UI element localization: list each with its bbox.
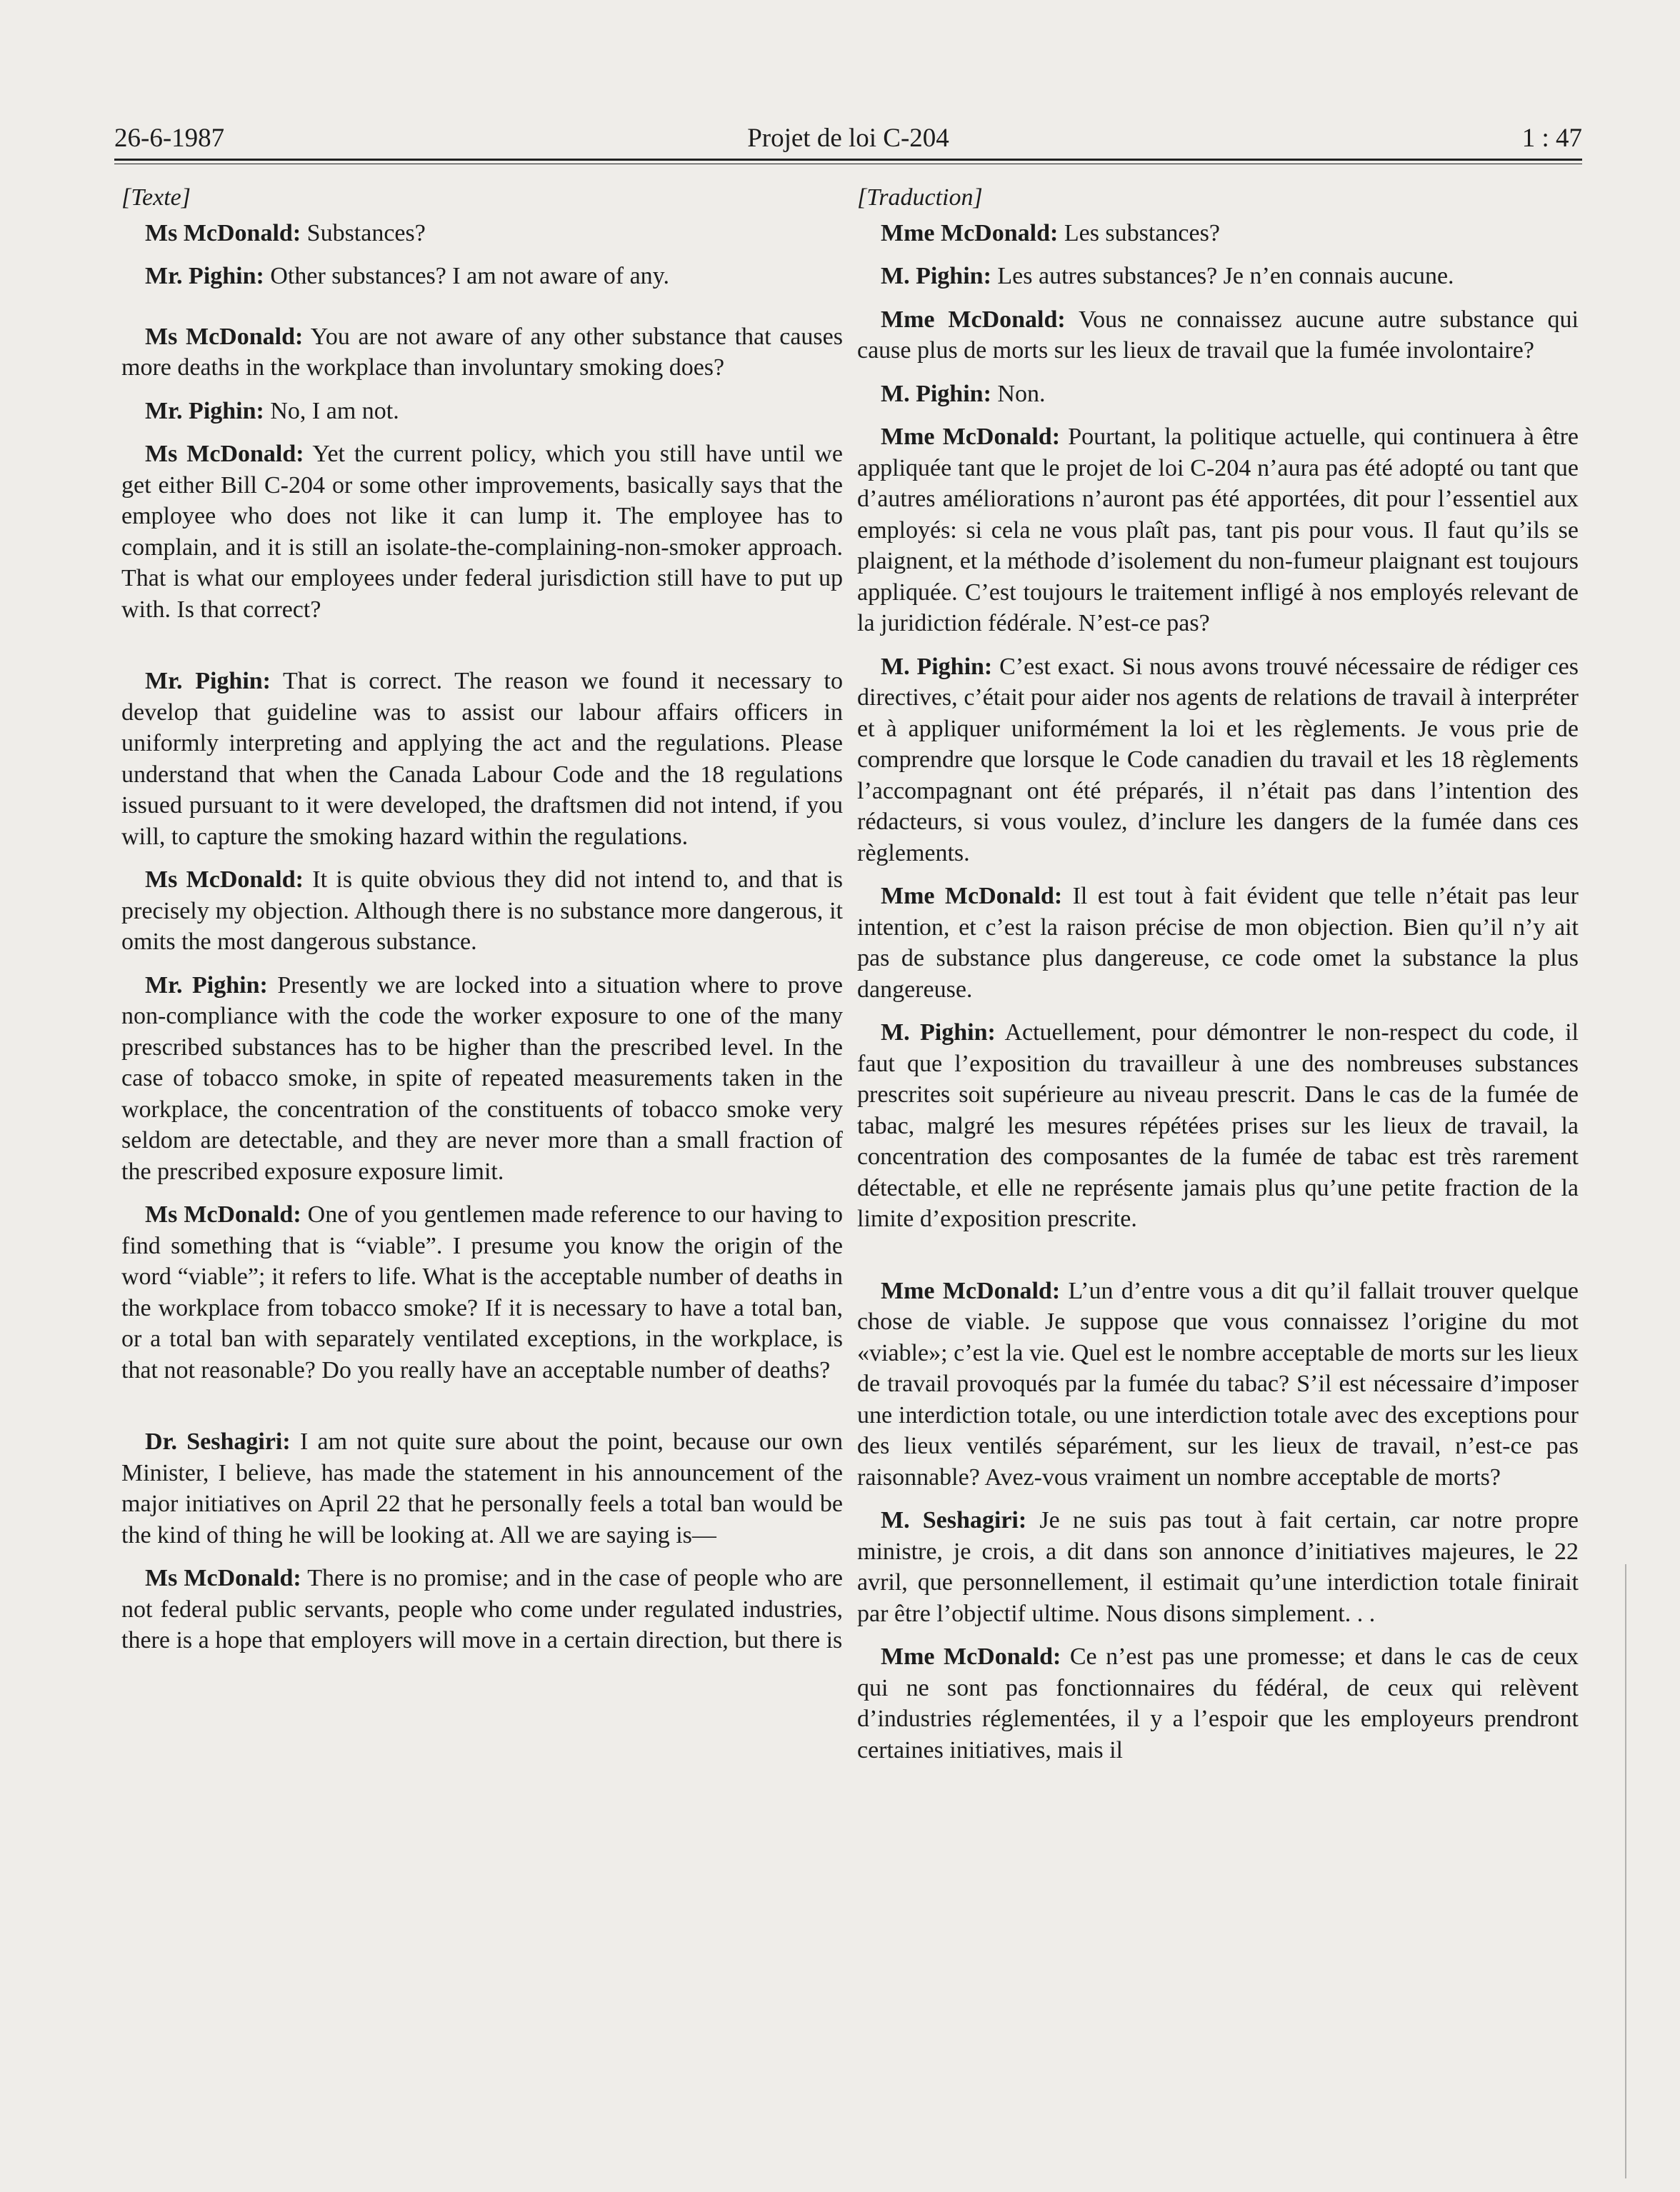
header-rule <box>114 159 1582 161</box>
paragraph-text: It is quite obvious they did not intend to, and that is precisely my objection. Although there is no substance more dangerous, it omits the most dangerous substance. <box>121 866 844 955</box>
paragraph-text: Substances? <box>306 219 426 246</box>
paragraph <box>857 304 1579 366</box>
page-edge-mark <box>1625 1564 1626 2178</box>
paragraph <box>121 396 843 427</box>
speaker-name: Mme McDonald: <box>881 306 1066 333</box>
speaker-name: Mr. Pighin: <box>145 397 264 424</box>
speaker-name: Ms McDonald: <box>145 323 304 350</box>
paragraph-text: Les substances? <box>1064 219 1220 246</box>
speaker-name: Mme McDonald: <box>881 1277 1061 1304</box>
speaker-name: M. Pighin: <box>881 380 991 407</box>
speaker-name: M. Seshagiri: <box>881 1507 1027 1533</box>
paragraph <box>857 421 1579 639</box>
speaker-name: M. Pighin: <box>881 653 993 680</box>
paragraph <box>857 881 1579 1005</box>
speaker-name: Ms McDonald: <box>145 1565 301 1591</box>
speaker-name: Ms McDonald: <box>145 866 304 893</box>
paragraph-text: No, I am not. <box>270 397 399 424</box>
paragraph-text: There is no promise; and in the case of people who are not federal public servants, people who come under regulated industries, there is a hope that employers will move in a certain direction, but there is <box>121 1565 843 1653</box>
speaker-name: Mr. Pighin: <box>145 971 268 999</box>
paragraph-text: L’un d’entre vous a dit qu’il fallait trouver quelque chose de viable. Je suppose que vous connaissez l’origine du mot «viable»; c’est la vie. Quel est le nombre acceptable de morts sur les lieux de travail provoqués par la fumée du tabac? S’il est nécessaire d’imposer une interdiction totale, ou une interdiction totale avec des exceptions pour des lieux ventilés séparément, sur les lieux de travail, n’est-ce pas raisonnable? Avez-vous vraiment un nombre acceptable de morts? <box>857 1277 1579 1491</box>
paragraph-text: That is correct. The reason we found it necessary to develop that guideline was to assist our labour affairs officers in uniformly interpreting and applying the act and the regulations. Please understand that when the Canada Labour Code and the 18 regulations issued pursuant to it were developed, the draftsmen did not intend, if you will, to capture the smoking hazard within the regulations. <box>121 668 844 850</box>
paragraph <box>857 1505 1579 1629</box>
paragraph <box>121 1199 843 1386</box>
speaker-name: Mme McDonald: <box>881 424 1061 450</box>
speaker-name: Mr. Pighin: <box>145 668 271 694</box>
paragraph <box>121 439 843 625</box>
paragraph-text: C’est exact. Si nous avons trouvé nécessaire de rédiger ces directives, c’était pour aider nos agents de relations de travail à interpréter et à appliquer uniformément la loi et les règlements. Je vous prie de comprendre que lorsque le Code canadien du travail et les 18 règlements l’accompagnant ont été préparés, il n’était pas dans l’intention des rédacteurs, si vous voulez, d’inclure les dangers de la fumée dans ces règlements. <box>857 653 1579 866</box>
paragraph <box>121 218 843 249</box>
english-column <box>121 182 843 1668</box>
paragraph <box>857 261 1579 292</box>
header-page-number: 1 : 47 <box>1521 124 1582 153</box>
paragraph-text: Vous ne connaissez aucune autre substance qui cause plus de morts sur les lieux de travail que la fumée involontaire? <box>857 306 1579 364</box>
paragraph-text: Non. <box>997 380 1046 407</box>
paragraph-text: I am not quite sure about the point, because our own Minister, I believe, has made the statement in his announcement of the major initiatives on April 22 that he personally feels a total ban would be the kind of thing he will be looking at. All we are saying is— <box>121 1428 844 1548</box>
paragraph-text: Les autres substances? Je n’en connais aucune. <box>997 263 1454 289</box>
paragraph-text: Je ne suis pas tout à fait certain, car notre propre ministre, je crois, a dit dans son annonce d’initiatives majeures, le 22 avril, que personnellement, il estimait qu’une interdiction totale finirait par être l’objectif ultime. Nous disons simplement. . . <box>857 1507 1579 1627</box>
speaker-name: Mme McDonald: <box>881 883 1063 909</box>
paragraph-text: Ce n’est pas une promesse; et dans le cas de ceux qui ne sont pas fonctionnaires du fédéral, de ceux qui relèvent d’industries réglementées, il y a l’espoir que les employeurs prendront certaines initiatives, mais il <box>857 1643 1579 1763</box>
paragraph <box>857 1276 1579 1493</box>
paragraph <box>121 321 843 384</box>
paragraph-text: Other substances? I am not aware of any. <box>270 263 669 289</box>
paragraph <box>857 218 1579 249</box>
speaker-name: Mme McDonald: <box>881 219 1059 246</box>
paragraph <box>121 970 843 1188</box>
paragraph <box>857 379 1579 410</box>
header-date: 26-6-1987 <box>114 124 225 153</box>
paragraph-text: Il est tout à fait évident que telle n’était pas leur intention, et c’est la raison précise de mon objection. Bien qu’il n’y ait pas de substance plus dangereuse, ce code omet la substance la plus dangereuse. <box>857 883 1579 1003</box>
paragraph <box>857 1017 1579 1235</box>
paragraph <box>121 261 843 292</box>
french-column <box>857 182 1579 1778</box>
paragraph <box>857 1641 1579 1766</box>
paragraph-text: Presently we are locked into a situation where to prove non-compliance with the code the worker exposure to one of the many prescribed substances has to be higher than the prescribed level. In the case of tobacco smoke, in spite of repeated measurements taken in the workplace, the concentration of the constituents of tobacco smoke very seldom are detectable, and they are never more than a small fraction of the prescribed exposure exposure limit. <box>121 971 843 1185</box>
paragraph-text: One of you gentlemen made reference to our having to find something that is “viable”. I presume you know the origin of the word “viable”; it refers to life. What is the acceptable number of deaths in the workplace from tobacco smoke? If it is necessary to have a total ban, or a total ban with separately ventilated exceptions, in the workplace, is that not reasonable? Do you really have an acceptable number of deaths? <box>121 1201 843 1383</box>
speaker-name: Ms McDonald: <box>145 441 304 467</box>
speaker-name: Ms McDonald: <box>145 1201 301 1228</box>
paragraph-text: Pourtant, la politique actuelle, qui continuera à être appliquée tant que le projet de loi C-204 n’aura pas été adopté ou tant que d’autres améliorations n’auront pas été apportées, dit pour l’essentiel aux employés: si cela ne vous plaît pas, tant pis pour vous. Il faut qu’ils se plaignent, et la méthode d’isolement du non-fumeur plaignant est toujours appliquée. C’est toujours le traitement infligé à nos employés relevant de la juridiction fédérale. N’est-ce pas? <box>857 424 1579 636</box>
paragraph <box>121 1563 843 1656</box>
speaker-name: Mme McDonald: <box>881 1643 1061 1670</box>
speaker-name: M. Pighin: <box>881 263 991 289</box>
paragraph <box>121 1426 843 1551</box>
speaker-name: Mr. Pighin: <box>145 263 264 289</box>
speaker-name: M. Pighin: <box>881 1019 996 1046</box>
paragraph <box>121 864 843 958</box>
paragraph <box>857 651 1579 869</box>
column-tag: [Traduction] <box>857 184 983 211</box>
header-title: Projet de loi C-204 <box>747 124 949 153</box>
speaker-name: Dr. Seshagiri: <box>145 1428 291 1455</box>
speaker-name: Ms McDonald: <box>145 219 301 246</box>
paragraph <box>121 666 843 852</box>
paragraph-text: You are not aware of any other substance that causes more deaths in the workplace than involuntary smoking does? <box>121 323 843 381</box>
column-tag: [Texte] <box>121 184 191 211</box>
paragraph-text: Yet the current policy, which you still have until we get either Bill C-204 or some other improvements, basically says that the employee who does not like it can lump it. The employee has to complain, and it is still an isolate-the-complaining-non-smoker approach. That is what our employees under federal jurisdiction still have to put up with. Is that correct? <box>121 441 843 623</box>
paragraph-text: Actuellement, pour démontrer le non-respect du code, il faut que l’exposition du travailleur à une des nombreuses substances prescrites soit supérieure au niveau prescrit. Dans le cas de la fumée de tabac, malgré les mesures répétées prises sur les lieux de travail, la concentration des composantes de la fumée de tabac est très rarement détectable, et elle ne représente jamais plus qu’une petite fraction de la limite d’exposition prescrite. <box>857 1019 1579 1232</box>
